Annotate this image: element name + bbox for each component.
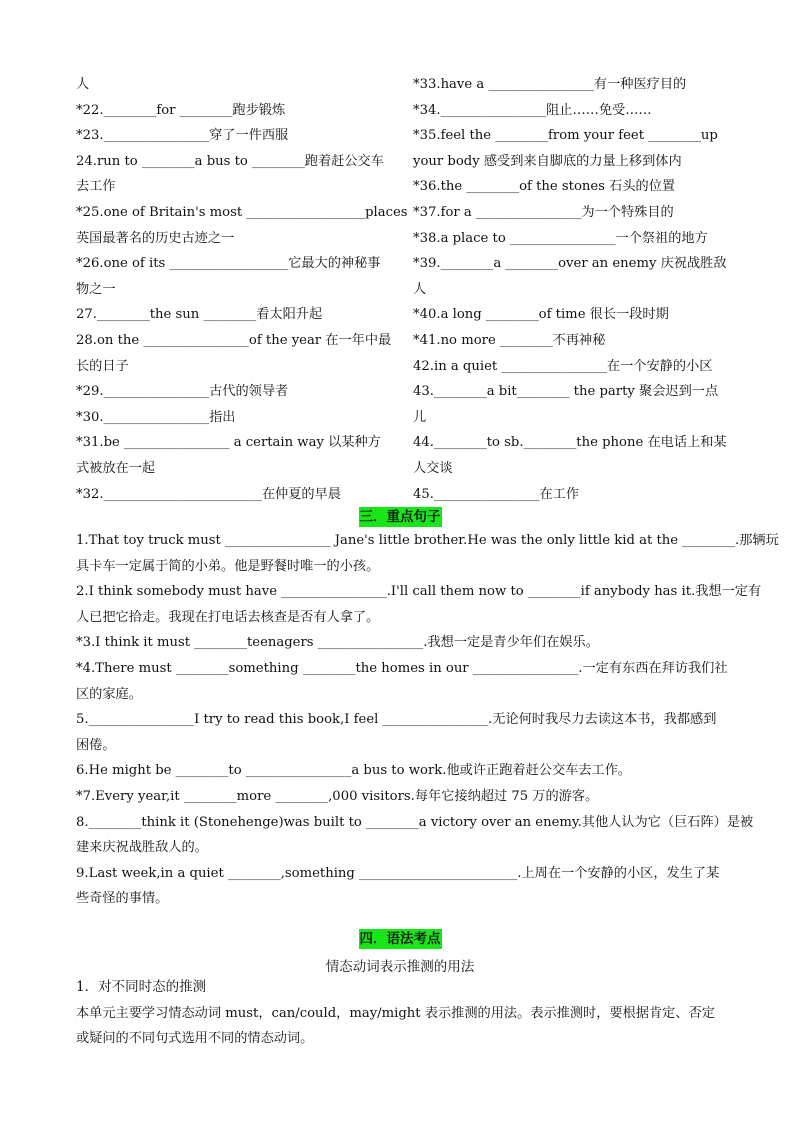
grammar-paragraph-line: 或疑问的不同句式选用不同的情态动词。 — [76, 1031, 314, 1047]
vocab-line: 长的日子 — [76, 358, 129, 374]
sentence-line: 9.Last week,in a quiet ________,something ________________________.上周在一个安静的小区，发生了某 — [76, 865, 720, 881]
vocab-line: *26.one of its __________________它最大的神秘事 — [76, 256, 381, 272]
sentence-line: 人已把它拾走。我现在打电话去核查是否有人拿了。 — [76, 609, 380, 625]
vocab-line: your body 感受到来自脚底的力量上移到体内 — [413, 153, 682, 169]
vocab-line: *33.have a ________________有一种医疗目的 — [413, 77, 687, 92]
vocab-line: *40.a long ________of time 很长一段时期 — [413, 307, 669, 323]
vocab-line: *36.the ________of the stones 石头的位置 — [413, 179, 676, 195]
vocab-line: 42.in a quiet ________________在一个安静的小区 — [413, 358, 713, 374]
vocab-line: *41.no more ________不再神秘 — [413, 332, 606, 348]
vocab-line: 式被放在一起 — [76, 460, 156, 476]
sentence-line: 建来庆祝战胜敌人的。 — [76, 840, 208, 856]
vocab-line: 27.________the sun ________看太阳升起 — [76, 307, 323, 323]
vocab-line: 28.on the ________________of the year 在一年中最 — [76, 332, 392, 348]
vocab-line: *30.________________指出 — [76, 409, 236, 425]
vocab-line: *39.________a ________over an enemy 庆祝战胜敌 — [413, 256, 727, 272]
sentence-line: 些奇怪的事情。 — [76, 891, 169, 907]
sentence-line: 8.________think it (Stonehenge)was built to ________a victory over an enemy.其他人认为它（巨石阵）是被 — [76, 814, 754, 830]
grammar-subtitle: 情态动词表示推测的用法 — [325, 959, 475, 975]
vocab-line: 43.________a bit________ the party 聚会迟到一点 — [413, 384, 719, 400]
grammar-paragraph-line: 本单元主要学习情态动词 must，can/could，may/might 表示推测的用法。表示推测时，要根据肯定、否定 — [76, 1005, 715, 1021]
vocab-line: 人 — [413, 281, 427, 297]
sentence-line: 6.He might be ________to ________________a bus to work.他或许正跑着赶公交车去工作。 — [76, 763, 632, 779]
sentence-line: 5.________________I try to read this book,I feel ________________.无论何时我尽力去读这本书，我都感到 — [76, 712, 717, 728]
vocab-line: *25.one of Britain's most __________________places — [76, 204, 408, 220]
sentence-line: *4.There must ________something ________the homes in our ________________.一定有东西在拜访我们社 — [76, 660, 728, 676]
vocab-line: *37.for a ________________为一个特殊目的 — [413, 204, 674, 220]
vocab-line: 44.________to sb.________the phone 在电话上和某 — [413, 435, 727, 451]
vocab-column-right — [413, 72, 725, 507]
vocab-column-left — [76, 72, 408, 507]
vocab-line: 24.run to ________a bus to ________跑着赶公交车 — [76, 153, 384, 169]
vocab-line: 45.________________在工作 — [413, 486, 580, 502]
section4-heading: 四．语法考点 — [359, 931, 441, 947]
sentence-line: 具卡车一定属于简的小弟。他是野餐时唯一的小孩。 — [76, 558, 380, 574]
sentence-line: *3.I think it must ________teenagers ________________.我想一定是青少年们在娱乐。 — [76, 635, 599, 651]
section3-heading-wrap — [0, 506, 800, 527]
sentence-line: *7.Every year,it ________more ________,000 visitors.每年它接纳超过 75 万的游客。 — [76, 788, 599, 804]
vocab-line: 去工作 — [76, 179, 116, 195]
grammar-section — [76, 975, 726, 1052]
sentence-line: 困倦。 — [76, 737, 116, 753]
key-sentences — [76, 528, 779, 912]
sentence-line: 1.That toy truck must ________________ Jane's little brother.He was the only little kid at the ________.那辆玩 — [76, 533, 779, 548]
vocab-line: 英国最著名的历史古迹之一 — [76, 230, 235, 246]
vocab-line: *35.feel the ________from your feet ________up — [413, 128, 718, 144]
vocab-line: *23.________________穿了一件西服 — [76, 128, 289, 144]
vocab-line: 人 — [76, 77, 90, 92]
vocab-line: *31.be ________________ a certain way 以某种方 — [76, 435, 381, 451]
vocab-line: *34.________________阻止……免受…… — [413, 102, 652, 118]
grammar-point-heading: 1．对不同时态的推测 — [76, 979, 207, 995]
vocab-line: 人交谈 — [413, 460, 453, 476]
section4-heading-wrap — [0, 928, 800, 949]
vocab-line: *29.________________古代的领导者 — [76, 384, 289, 400]
vocab-line: 儿 — [413, 409, 427, 425]
vocab-line: 物之一 — [76, 281, 116, 297]
sentence-line: 2.I think somebody must have ________________.I'll call them now to ________if anybody has it.我想一定有 — [76, 584, 762, 600]
vocab-line: *32.________________________在仲夏的早晨 — [76, 486, 341, 502]
section3-heading: 三．重点句子 — [359, 509, 441, 525]
vocab-line: *38.a place to ________________一个祭祖的地方 — [413, 230, 708, 246]
vocab-line: *22.________for ________跑步锻炼 — [76, 102, 286, 118]
sentence-line: 区的家庭。 — [76, 686, 142, 702]
